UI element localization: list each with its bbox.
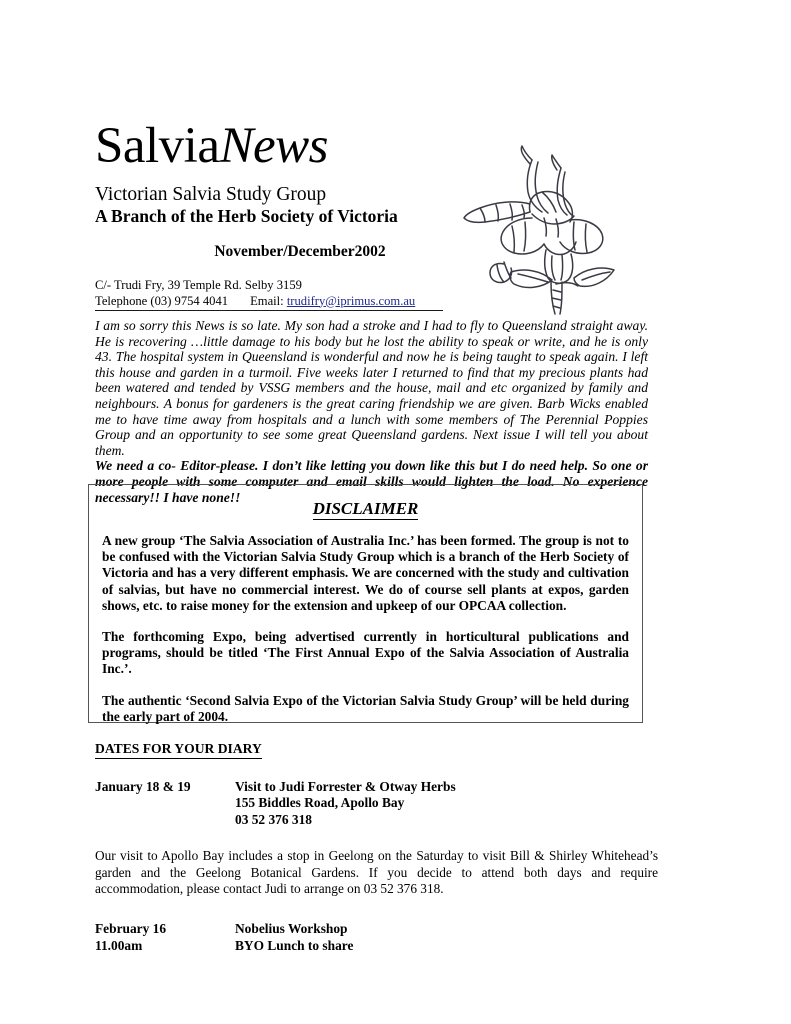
dates-for-your-diary-section: [95, 740, 658, 954]
event-row: [95, 779, 655, 828]
masthead: [95, 118, 445, 311]
contact-address: C/- Trudi Fry, 39 Temple Rd. Selby 3159: [95, 278, 302, 292]
disclaimer-paragraph-1: A new group ‘The Salvia Association of Australia Inc.’ has been formed. The group is not to be confused with the Victorian Salvia Study Group which is a branch of the Herb Society of Victoria and has a very different emphasis. We are concerned with the study and cultivation of salvias, but have no commercial interest. We do of course sell plants at expos, garden shows, etc. to raise money for the extension and upkeep of our OPCAA collection.: [102, 533, 629, 613]
contact-telephone: Telephone (03) 9754 4041: [95, 293, 229, 308]
title-part-salvia: Salvia: [95, 118, 220, 174]
event-date: [95, 921, 235, 954]
event-detail-line-2: BYO Lunch to share: [235, 937, 354, 953]
disclaimer-paragraph-2: The forthcoming Expo, being advertised currently in horticultural publications and programs, should be titled ‘The First Annual Expo of the Salvia Association of Australia Inc.’.: [102, 629, 629, 677]
disclaimer-paragraph-3: The authentic ‘Second Salvia Expo of the Victorian Salvia Study Group’ will be held during the early part of 2004.: [102, 692, 629, 724]
salvia-flower-illustration: [452, 122, 652, 318]
editor-letter: [95, 318, 648, 505]
contact-phone-email: [95, 294, 443, 310]
disclaimer-heading: [89, 499, 642, 519]
event-time-text: 11.00am: [95, 937, 143, 953]
dates-note: Our visit to Apollo Bay includes a stop in Geelong on the Saturday to visit Bill & Shirley Whitehead’s garden and the Geelong Botanical Gardens. If you decide to attend both days and require accommodation, please contact Judi to arrange on 03 52 376 318.: [95, 848, 658, 897]
contact-block: [95, 278, 443, 311]
dates-heading: DATES FOR YOUR DIARY: [95, 741, 262, 759]
event-details: [235, 921, 655, 954]
event-detail-line-2: 155 Biddles Road, Apollo Bay: [235, 795, 405, 811]
event-row: [95, 921, 655, 954]
disclaimer-body: [89, 533, 642, 725]
disclaimer-heading-text: DISCLAIMER: [312, 499, 419, 518]
event-detail-line-3: 03 52 376 318: [235, 811, 312, 827]
subtitle-group-name: Victorian Salvia Study Group: [95, 184, 327, 205]
email-link[interactable]: trudifry@iprimus.com.au: [286, 293, 416, 308]
event-date-text: February 16: [95, 921, 167, 937]
editor-letter-paragraph: I am so sorry this News is so late. My son had a stroke and I had to fly to Queensland straight away. He is recovering …little damage to his body but he lost the ability to speak or write, and he is only 43. The hospital system in Queensland is wonderful and now he is being taught to speak again. I left this house and garden in a turmoil. Five weeks later I returned to find that my precious plants had been watered and tended by VSSG members and the house, mail and etc organized by family and neighbours. A bonus for gardeners is the great caring friendship we are given. Barb Wicks enabled me to have time away from hospitals and a lunch with some members of The Perennial Poppies Group and an opportunity to see some great Queensland gardens. Next issue I will tell you about them.: [95, 318, 648, 458]
event-details: [235, 779, 655, 828]
event-detail-line-1: Visit to Judi Forrester & Otway Herbs: [235, 779, 456, 794]
event-detail-line-1: Nobelius Workshop: [235, 921, 348, 937]
event-date-text: January 18 & 19: [95, 779, 191, 794]
co-editor-plea: We need a co- Editor-please. I don’t like letting you down like this but I do need help. So one or more people with some computer and email skills would lighten the load. No experience necessary!! I have none!!: [95, 458, 648, 505]
disclaimer-box: [88, 484, 643, 723]
event-date: [95, 779, 235, 828]
email-label: Email:: [250, 293, 284, 308]
page-title: [95, 118, 445, 174]
issue-date: November/December2002: [214, 243, 386, 260]
subtitle-branch: A Branch of the Herb Society of Victoria: [95, 206, 398, 226]
title-part-news: News: [219, 118, 329, 174]
